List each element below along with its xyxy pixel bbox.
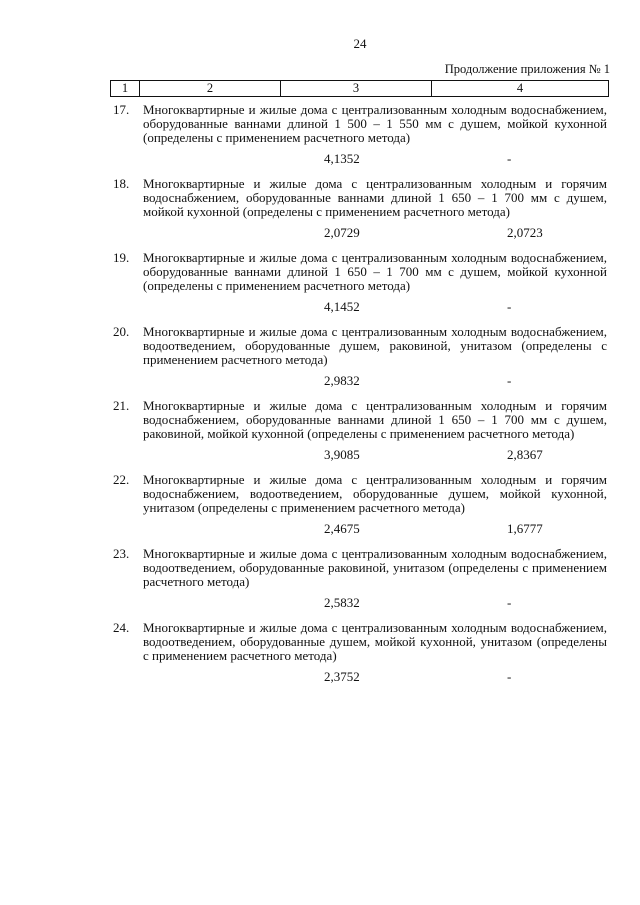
table-row: [113, 177, 607, 241]
entry-value-col3: 2,3752: [324, 669, 360, 684]
table-header-row: [110, 80, 609, 97]
entry-value-col4: 2,0723: [507, 225, 543, 240]
entry-value-col4: -: [507, 669, 512, 684]
entry-description: Многоквартирные и жилые дома с централизованным холодным и горячим водоснабжением, водоотведением, оборудованные душем, мойкой кухонной, унитазом (определены с применением расчетного метода): [143, 472, 607, 515]
table-row: [113, 251, 607, 315]
continuation-note: Продолжение приложения № 1: [444, 62, 610, 76]
table-row: [113, 621, 607, 685]
entry-values: [113, 669, 607, 685]
entry-number: 21.: [113, 398, 130, 413]
header-col-2: 2: [139, 81, 280, 96]
entry-values: [113, 373, 607, 389]
entry-value-col4: -: [507, 151, 512, 166]
entries-list: [113, 103, 607, 695]
entry-values: [113, 521, 607, 537]
header-col-4: 4: [431, 81, 608, 96]
entry-values: [113, 225, 607, 241]
entry-description: Многоквартирные и жилые дома с централизованным холодным водоснабжением, водоотведением, оборудованные душем, мойкой кухонной, унитазом (определены с применением расчетного метода): [143, 620, 607, 663]
entry-description: Многоквартирные и жилые дома с централизованным холодным водоснабжением, водоотведением, оборудованные душем, раковиной, унитазом (определены с применением расчетного метода): [143, 324, 607, 367]
entry-description: Многоквартирные и жилые дома с централизованным холодным водоснабжением, оборудованные ваннами длиной 1 500 – 1 550 мм с душем, мойкой кухонной (определены с применением расчетного метода): [143, 102, 607, 145]
entry-value-col3: 3,9085: [324, 447, 360, 462]
entry-number: 23.: [113, 546, 130, 561]
header-col-1: 1: [121, 81, 129, 95]
entry-value-col4: -: [507, 299, 512, 314]
entry-values: [113, 595, 607, 611]
entry-description: Многоквартирные и жилые дома с централизованным холодным и горячим водоснабжением, оборудованные ваннами длиной 1 650 – 1 700 мм с душем, мойкой кухонной (определены с применением расчетного метода): [143, 176, 607, 219]
entry-values: [113, 447, 607, 463]
table-row: [113, 399, 607, 463]
entry-number: 19.: [113, 250, 130, 265]
entry-description: Многоквартирные и жилые дома с централизованным холодным водоснабжением, водоотведением, оборудованные раковиной, унитазом (определены с применением расчетного метода): [143, 546, 607, 589]
header-col-3: 3: [280, 81, 431, 96]
entry-value-col3: 4,1452: [324, 299, 360, 314]
entry-values: [113, 299, 607, 315]
entry-value-col4: -: [507, 373, 512, 388]
entry-value-col3: 2,9832: [324, 373, 360, 388]
table-row: [113, 473, 607, 537]
entry-value-col3: 4,1352: [324, 151, 360, 166]
entry-value-col3: 2,4675: [324, 521, 360, 536]
entry-number: 22.: [113, 472, 130, 487]
entry-number: 18.: [113, 176, 130, 191]
entry-number: 24.: [113, 620, 130, 635]
entry-value-col3: 2,0729: [324, 225, 360, 240]
entry-value-col4: 1,6777: [507, 521, 543, 536]
entry-value-col4: -: [507, 595, 512, 610]
entry-value-col4: 2,8367: [507, 447, 543, 462]
entry-number: 20.: [113, 324, 130, 339]
page-number: 24: [353, 36, 367, 51]
table-row: [113, 325, 607, 389]
entry-description: Многоквартирные и жилые дома с централизованным холодным и горячим водоснабжением, оборудованные ваннами длиной 1 650 – 1 700 мм с душем, раковиной, мойкой кухонной (определены с применением расчетного метода): [143, 398, 607, 441]
entry-value-col3: 2,5832: [324, 595, 360, 610]
entry-number: 17.: [113, 102, 130, 117]
entry-description: Многоквартирные и жилые дома с централизованным холодным водоснабжением, оборудованные ваннами длиной 1 650 – 1 700 мм с душем, мойкой кухонной (определены с применением расчетного метода): [143, 250, 607, 293]
table-row: [113, 547, 607, 611]
entry-values: [113, 151, 607, 167]
table-row: [113, 103, 607, 167]
